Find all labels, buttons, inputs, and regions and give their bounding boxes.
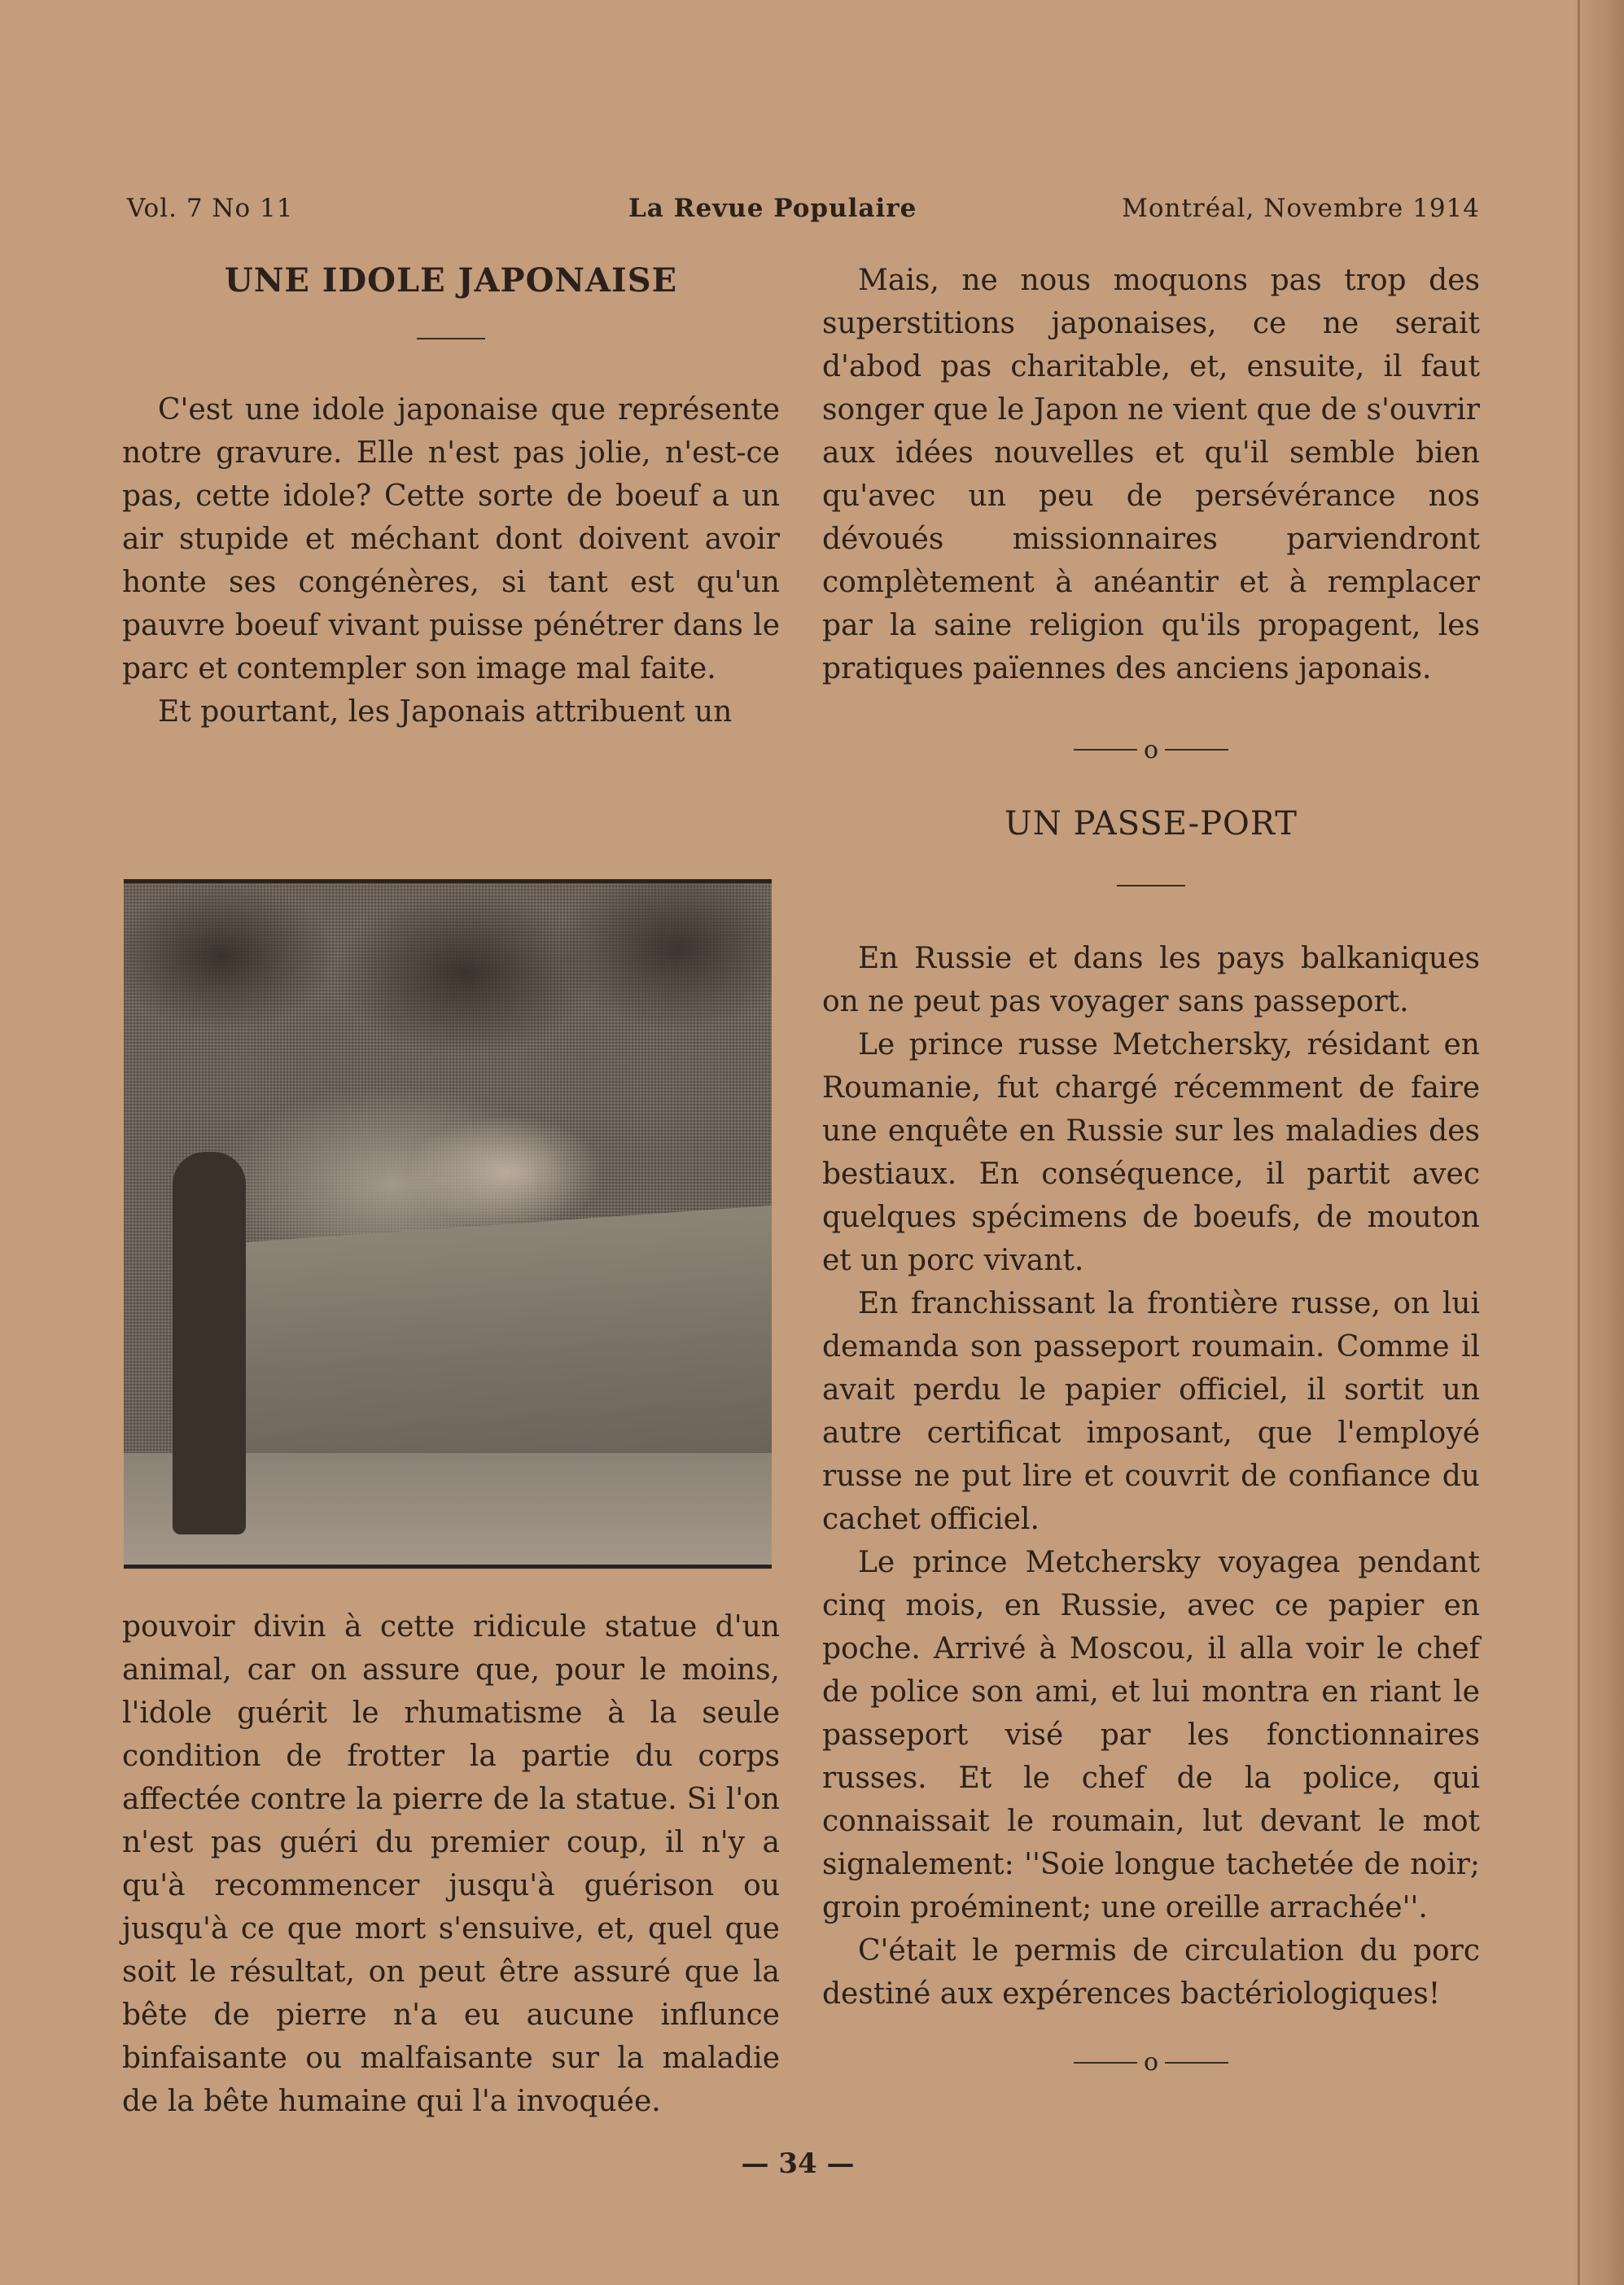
page-edge: [1575, 0, 1624, 2285]
page-header: [127, 194, 1480, 233]
article1-title: UNE IDOLE JAPONAISE: [224, 261, 678, 300]
article1-paragraph: Et pourtant, les Japonais attribuent un: [158, 695, 733, 729]
article2-paragraph: En Russie et dans les pays balkaniques on ne peut pas voyager sans passeport.: [822, 941, 1480, 1018]
article2-title: UN PASSE-PORT: [1005, 804, 1298, 843]
section-separator: [822, 2040, 1480, 2085]
header-date: Montréal, Novembre 1914: [1122, 194, 1480, 223]
section-separator: [822, 727, 1480, 772]
article2-paragraph: Le prince Metchersky voyagea pendant cinq mois, en Russie, avec ce papier en poche. Arrivé à Moscou, il alla voir le chef de police son ami, et lui montra en riant le passeport visé par les fonctionnaires russes. Et le chef de la police, qui connaissait le roumain, lut devant le mot signalement: ''Soie longue tachetée de noir; groin proéminent; une oreille arrachée''.: [822, 1545, 1480, 1924]
article1-continuation: [122, 1605, 780, 2123]
page-fold-line: [1578, 0, 1580, 2285]
separator-mark: o: [1143, 735, 1159, 764]
right-column: [822, 259, 1480, 2084]
article2-paragraph: Le prince russe Metchersky, résidant en Roumanie, fut chargé récemment de faire une enquête en Russie sur les maladies des bestiaux. En conséquence, il partit avec quelques spécimens de boeufs, de mouton et un porc vivant.: [822, 1027, 1480, 1277]
article1-paragraph: pouvoir divin à cette ridicule statue d'un animal, car on assure que, pour le moins, l'idole guérit le rhumatisme à la seule condition de frotter la partie du corps affectée contre la pierre de la statue. Si l'on n'est pas guéri du premier coup, il n'y a qu'à recommencer jusqu'à guérison ou jusqu'à ce que mort s'ensuive, et, quel que soit le résultat, on peut être assuré que la bête de pierre n'a eu aucune influnce binfaisante ou malfaisante sur la maladie de la bête humaine qui l'a invoquée.: [122, 1610, 780, 2118]
header-publication: La Revue Populaire: [628, 194, 917, 223]
photo-trees: [124, 883, 772, 1111]
article2-paragraph: En franchissant la frontière russe, on lui demanda son passeport roumain. Comme il avait perdu le papier officiel, il sortit un autre certificat imposant, que l'employé russe ne put lire et couvrit de confiance du cachet officiel.: [822, 1286, 1480, 1536]
page-number: — 34 —: [741, 2147, 855, 2180]
article2-paragraph: C'était le permis de circulation du porc destiné aux expérences bactériologiques!: [822, 1933, 1480, 2011]
header-volume: Vol. 7 No 11: [127, 194, 294, 223]
separator-mark: o: [1143, 2048, 1159, 2077]
photo-person: [173, 1152, 246, 1534]
article1-top: [122, 259, 780, 733]
article1-paragraph: C'est une idole japonaise que représente notre gravure. Elle n'est pas jolie, n'est-ce pas, cette idole? Cette sorte de boeuf a un air stupide et méchant dont doivent avoir honte ses congénères, si tant est qu'un pauvre boeuf vivant puisse pénétrer dans le parc et contempler son image mal faite.: [122, 393, 780, 685]
idol-photograph: [124, 879, 772, 1569]
article1-paragraph: Mais, ne nous moquons pas trop des superstitions japonaises, ce ne serait d'abod pas charitable, et, ensuite, il faut songer que le Japon ne vient que de s'ouvrir aux idées nouvelles et qu'il semble bien qu'avec un peu de persévérance nos dévoués missionnaires parviendront complètement à anéantir et à remplacer par la saine religion qu'ils propagent, les pratiques païennes des anciens japonais.: [822, 264, 1480, 685]
